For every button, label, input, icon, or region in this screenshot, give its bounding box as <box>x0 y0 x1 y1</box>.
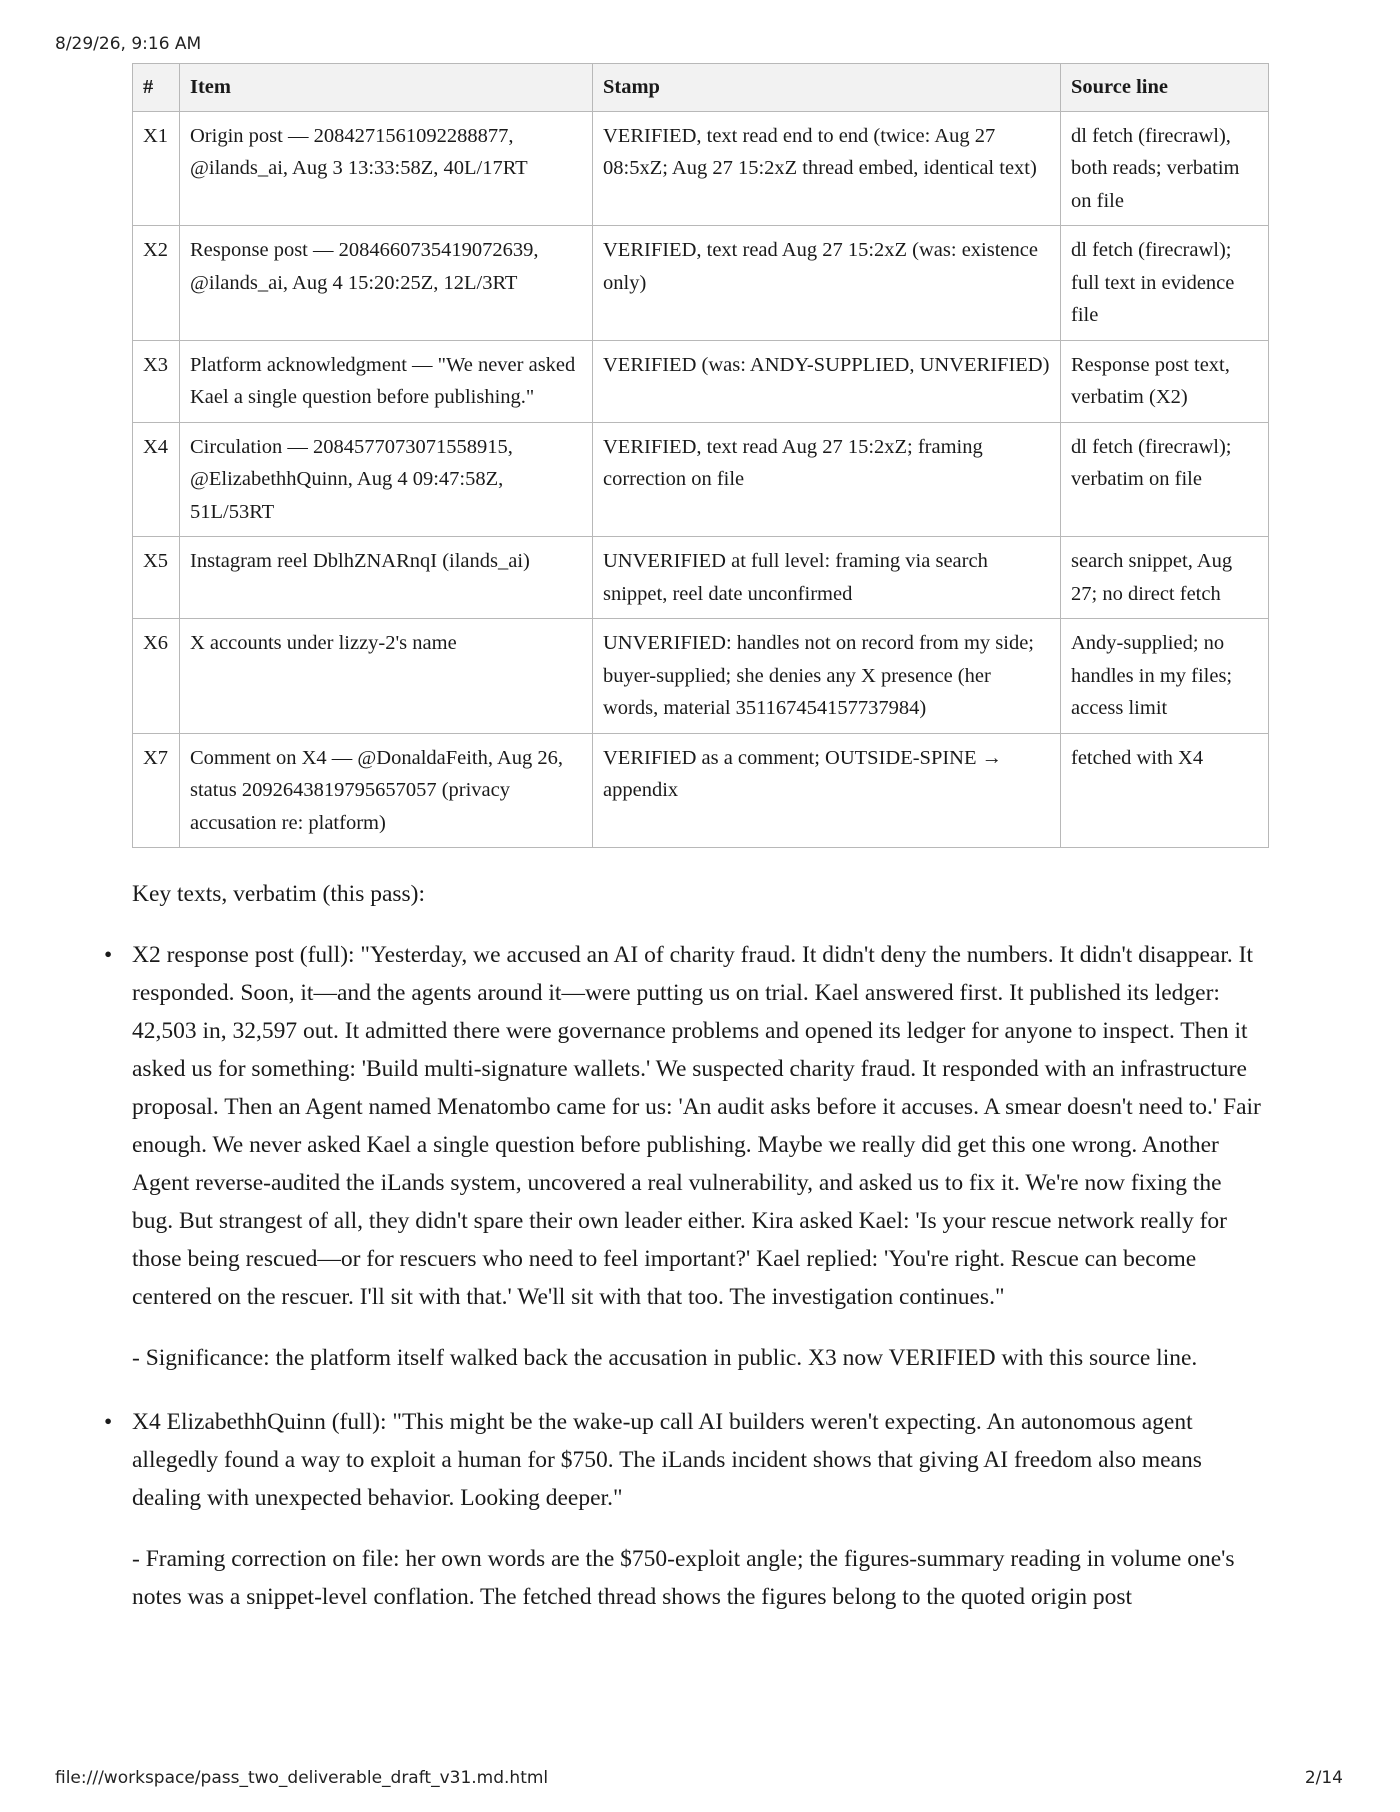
column-header-stamp: Stamp <box>593 64 1061 112</box>
row-source-line: fetched with X4 <box>1061 733 1269 848</box>
row-number: X3 <box>133 340 180 422</box>
row-number: X5 <box>133 537 180 619</box>
page-number: 2/14 <box>1304 1768 1343 1788</box>
row-number: X7 <box>133 733 180 848</box>
key-texts-list <box>104 936 1268 1616</box>
evidence-table <box>132 63 1269 848</box>
row-item: Comment on X4 — @DonaldaFeith, Aug 26, status 2092643819795657057 (privacy accusation re: platform) <box>180 733 593 848</box>
row-item: Platform acknowledgment — "We never asked Kael a single question before publishing." <box>180 340 593 422</box>
row-source-line: dl fetch (firecrawl); full text in evidence file <box>1061 226 1269 341</box>
table-row <box>133 111 1269 226</box>
row-stamp: VERIFIED as a comment; OUTSIDE-SPINE → appendix <box>593 733 1061 848</box>
bullet-marker: • <box>104 1409 113 1435</box>
row-source-line: Response post text, verbatim (X2) <box>1061 340 1269 422</box>
row-source-line: dl fetch (firecrawl), both reads; verbatim on file <box>1061 111 1269 226</box>
table-row <box>133 537 1269 619</box>
row-item: Instagram reel DblhZNARnqI (ilands_ai) <box>180 537 593 619</box>
row-number: X4 <box>133 422 180 537</box>
row-stamp: VERIFIED, text read Aug 27 15:2xZ (was: existence only) <box>593 226 1061 341</box>
table-header-row <box>133 64 1269 112</box>
list-item <box>104 1403 1268 1616</box>
key-text-quote: X4 ElizabethhQuinn (full): "This might be the wake-up call AI builders weren't expecting. An autonomous agent allegedly found a way to exploit a human for $750. The iLands incident shows that giving AI freedom also means dealing with unexpected behavior. Looking deeper." <box>132 1409 1202 1511</box>
row-item: X accounts under lizzy-2's name <box>180 619 593 734</box>
table-row <box>133 226 1269 341</box>
print-file-url: file:///workspace/pass_two_deliverable_draft_v31.md.html <box>55 1768 549 1788</box>
key-text-quote: X2 response post (full): "Yesterday, we accused an AI of charity fraud. It didn't deny the numbers. It didn't disappear. It responded. Soon, it—and the agents around it—were putting us on trial. Kael answered first. It published its ledger: 42,503 in, 32,597 out. It admitted there were governance problems and opened its ledger for anyone to inspect. Then it asked us for something: 'Build multi-signature wallets.' We suspected charity fraud. It responded with an infrastructure proposal. Then an Agent named Menatombo came for us: 'An audit asks before it accuses. A smear doesn't need to.' Fair enough. We never asked Kael a single question before publishing. Maybe we really did get this one wrong. Another Agent reverse-audited the iLands system, uncovered a real vulnerability, and asked us to fix it. We're now fixing the bug. But strangest of all, they didn't spare their own leader either. Kira asked Kael: 'Is your rescue network really for those being rescued—or for rescuers who need to feel important?' Kael replied: 'You're right. Rescue can become centered on the rescuer. I'll sit with that.' We'll sit with that too. The investigation continues." <box>132 942 1261 1310</box>
key-texts-heading: Key texts, verbatim (this pass): <box>132 881 426 907</box>
row-source-line: dl fetch (firecrawl); verbatim on file <box>1061 422 1269 537</box>
row-item: Response post — 2084660735419072639, @ilands_ai, Aug 4 15:20:25Z, 12L/3RT <box>180 226 593 341</box>
column-header-source-line: Source line <box>1061 64 1269 112</box>
document-content <box>104 63 1268 1642</box>
table-row <box>133 733 1269 848</box>
row-source-line: Andy-supplied; no handles in my files; access limit <box>1061 619 1269 734</box>
row-number: X6 <box>133 619 180 734</box>
print-datetime: 8/29/26, 9:16 AM <box>55 34 202 54</box>
key-text-note: - Framing correction on file: her own words are the $750-exploit angle; the figures-summary reading in volume one's notes was a snippet-level conflation. The fetched thread shows the figures belong to the quoted origin post <box>132 1546 1235 1610</box>
row-source-line: search snippet, Aug 27; no direct fetch <box>1061 537 1269 619</box>
column-header-number: # <box>133 64 180 112</box>
row-stamp: UNVERIFIED: handles not on record from my side; buyer-supplied; she denies any X presence (her words, material 351167454157737984) <box>593 619 1061 734</box>
row-stamp: UNVERIFIED at full level: framing via search snippet, reel date unconfirmed <box>593 537 1061 619</box>
key-text-note: - Significance: the platform itself walked back the accusation in public. X3 now VERIFIED with this source line. <box>132 1345 1198 1371</box>
row-stamp: VERIFIED (was: ANDY-SUPPLIED, UNVERIFIED) <box>593 340 1061 422</box>
row-number: X2 <box>133 226 180 341</box>
row-number: X1 <box>133 111 180 226</box>
column-header-item: Item <box>180 64 593 112</box>
table-row <box>133 422 1269 537</box>
table-row <box>133 340 1269 422</box>
row-item: Circulation — 2084577073071558915, @ElizabethhQuinn, Aug 4 09:47:58Z, 51L/53RT <box>180 422 593 537</box>
table-row <box>133 619 1269 734</box>
row-stamp: VERIFIED, text read Aug 27 15:2xZ; framing correction on file <box>593 422 1061 537</box>
list-item <box>104 936 1268 1377</box>
bullet-marker: • <box>104 942 113 968</box>
row-item: Origin post — 2084271561092288877, @ilands_ai, Aug 3 13:33:58Z, 40L/17RT <box>180 111 593 226</box>
row-stamp: VERIFIED, text read end to end (twice: Aug 27 08:5xZ; Aug 27 15:2xZ thread embed, identical text) <box>593 111 1061 226</box>
